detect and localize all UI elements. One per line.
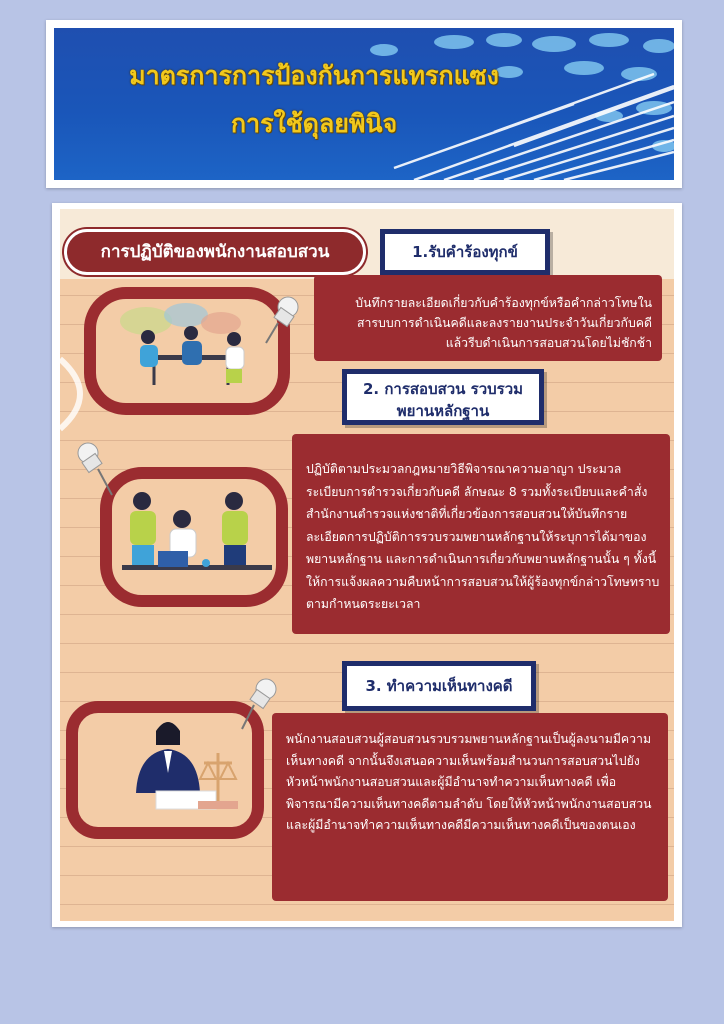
step1-text: บันทึกรายละเอียดเกี่ยวกับคำร้องทุกข์หรือคำกล่าวโทษในสารบบการดำเนินคดีและลงรายงานประจำวันเกี่ยวกับคดีแล้วรีบดำเนินการสอบสวนโดยไม่ชักช้า [355,296,652,350]
push-pin-icon [236,675,280,735]
step2-label-line2: พยานหลักฐาน [396,402,490,420]
banner-title-line1: มาตรการการป้องกันการแทรกแซง [129,61,499,90]
banner-title-line2: การใช้ดุลยพินิจ [230,109,398,138]
section-heading: การปฏิบัติของพนักงานสอบสวน [64,229,366,275]
step2-illustration [100,467,288,607]
banner [54,28,674,180]
step1-description [314,275,662,361]
step3-label: 3. ทำความเห็นทางคดี [342,661,536,711]
team-working-illustration [112,479,276,595]
step3-text: พนักงานสอบสวนผู้สอบสวนรวบรวมพยานหลักฐานเป็นผู้ลงนามมีความเห็นทางคดี จากนั้นจึงเสนอความเห็นพร้อมสำนวนการสอบสวนไปยังหัวหน้าพนักงานสอบสวนและผู้มีอำนาจทำความเห็นทางคดี เพื่อพิจารณามีความเห็นทางคดีตามลำดับ โดยให้หัวหน้าพนักงานสอบสวน และผู้มีอำนาจทำความเห็นทางคดีมีความเห็นทางคดีเป็นของตนเอง [286,732,652,832]
push-pin-icon [72,439,116,499]
poster [60,209,674,921]
poster-card [52,203,682,927]
step3-description [272,713,668,901]
step2-description [292,434,670,634]
team-meeting-illustration [96,299,278,403]
step2-text: ปฏิบัติตามประมวลกฎหมายวิธีพิจารณาความอาญา ประมวลระเบียบการตำรวจเกี่ยวกับคดี ลักษณะ 8 รวมทั้งระเบียบและคำสั่งสำนักงานตำรวจแห่งชาติที่เกี่ยวข้องการสอบสวนให้บันทึกรายละเอียดการปฏิบัติการรวบรวมพยานหลักฐานให้ระบุการได้มาของพยานหลักฐาน และการดำเนินการเกี่ยวกับพยานหลักฐานนั้น ๆ ทั้งนี้ ให้การแจ้งผลความคืบหน้าการสอบสวนให้ผู้ร้องทุกข์กล่าวโทษทราบตามกำหนดระยะเวลา [306,462,660,611]
step2-label-line1: 2. การสอบสวน รวบรวม [362,380,524,398]
push-pin-icon [260,293,304,349]
step3-illustration [66,701,264,839]
banner-card [46,20,682,188]
lawyer-illustration [78,713,252,827]
step2-label [342,369,544,425]
step1-label: 1.รับคำร้องทุกข์ [380,229,550,275]
